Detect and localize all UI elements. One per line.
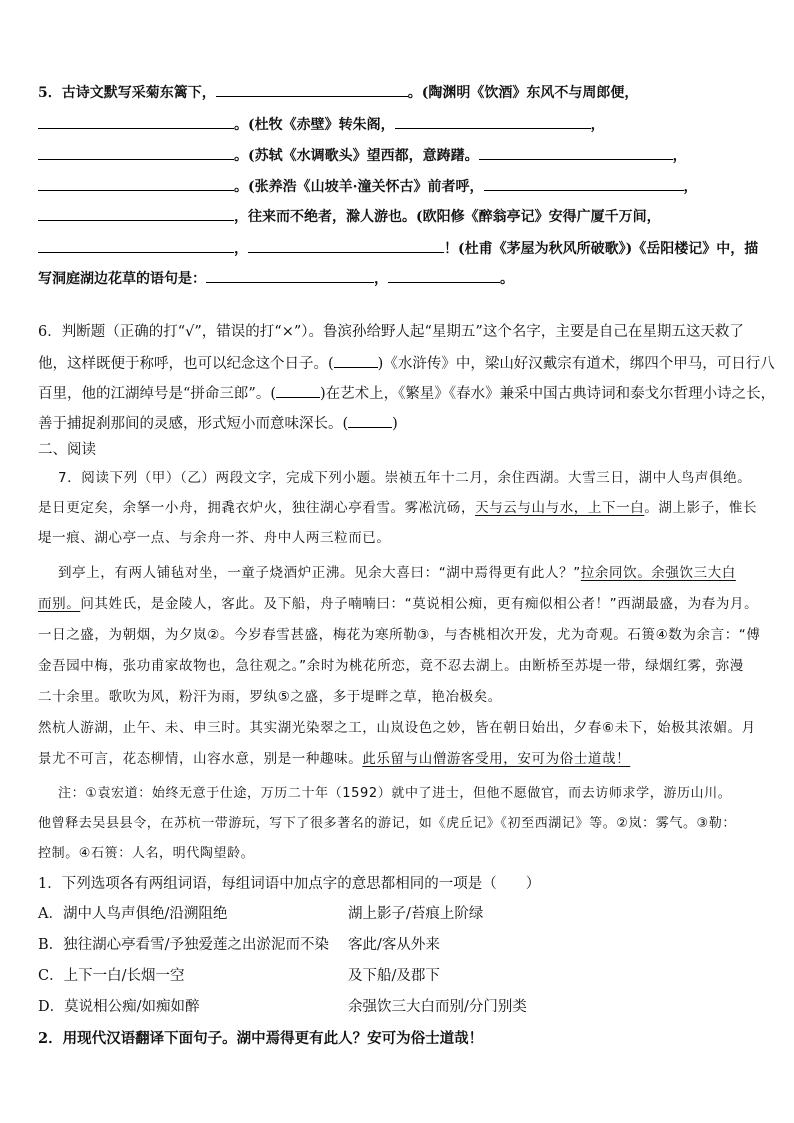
q5-line-5 xyxy=(38,206,756,227)
passage-line xyxy=(38,594,759,614)
q5-line-2 xyxy=(38,114,756,135)
passage-text: 问其姓氏，是金陵人，客此。及下船，舟子喃喃曰：“莫说相公痴，更有痴似相公者！”西湖最盛，为春为月。 xyxy=(80,596,759,612)
option-d-left: D．莫说相公痴/如痴如醉 xyxy=(38,999,200,1015)
passage-line: 7．阅读下列（甲）（乙）两段文字，完成下列小题。崇祯五年十二月，余住西湖。大雪三日，湖中人鸟声俱绝。 xyxy=(58,470,752,486)
q5-line-3 xyxy=(38,145,756,166)
q5-text: ， xyxy=(683,179,698,195)
q5-text: ！(杜甫《茅屋为秋风所破歌》)《岳阳楼记》中，描 xyxy=(444,241,759,257)
answer-blank[interactable] xyxy=(348,413,392,428)
fill-blank[interactable] xyxy=(38,176,234,191)
passage-text: 是日更定矣，余拏一小舟，拥毳衣炉火，独往湖心亭看雪。雾凇沆砀， xyxy=(38,500,476,516)
q5-text: ， xyxy=(234,241,248,257)
q5-text: 。(张养浩《山坡羊·潼关怀古》前者呼， xyxy=(234,179,484,195)
q5-text: 。(陶渊明《饮酒》东风不与周郎便， xyxy=(407,85,639,101)
q5-text: 5．古诗文默写采菊东篱下， xyxy=(38,85,216,101)
section-heading-reading: 二、阅读 xyxy=(38,442,96,458)
q6-text: )《水浒传》中，梁山好汉戴宗有道术，绑四个甲马，可日行八 xyxy=(377,356,775,372)
q5-text: 。(杜牧《赤壁》转朱阁， xyxy=(234,117,395,133)
passage-line: 一日之盛，为朝烟，为夕岚②。今岁春雪甚盛，梅花为寒所勒③，与杏桃相次开发，尤为奇观。石篑④数为余言：“傅 xyxy=(38,627,761,643)
annotation-line: 他曾释去吴县县令，在苏杭一带游玩，写下了很多著名的游记，如《虎丘记》《初至西湖记》等。②岚：雾气。③勒： xyxy=(38,816,737,831)
q6-line-4 xyxy=(38,413,756,434)
fill-blank[interactable] xyxy=(38,114,234,129)
q5-line-4 xyxy=(38,176,756,197)
option-c-left: C．上下一白/长烟一空 xyxy=(38,968,185,984)
fill-blank[interactable] xyxy=(484,176,684,191)
q6-line-1 xyxy=(38,322,756,342)
q5-text: 。 xyxy=(500,271,514,287)
option-a-right: 湖上影子/苔痕上阶绿 xyxy=(348,906,484,922)
annotation-line: 注：①袁宏道：始终无意于仕途，万历二十年（1592）就中了进士，但他不愿做官，而去访师求学，游历山川。 xyxy=(58,786,732,801)
option-b-left: B．独往湖心亭看雪/予独爱莲之出淤泥而不染 xyxy=(38,937,330,953)
q5-text: 写洞庭湖边花草的语句是： xyxy=(38,271,206,287)
fill-blank[interactable] xyxy=(216,82,408,97)
fill-blank[interactable] xyxy=(38,145,234,160)
underlined-sentence: 拉余同饮。余强饮三大白 xyxy=(580,565,736,581)
fill-blank[interactable] xyxy=(395,114,591,129)
q5-text: ，往来而不绝者，滁人游也。(欧阳修《醉翁亭记》安得广厦千万间， xyxy=(234,209,661,225)
passage-line: 金吾园中梅，张功甫家故物也，急往观之。”余时为桃花所恋，竟不忍去湖上。由断桥至苏堤一带，绿烟红雾，弥漫 xyxy=(38,658,744,674)
q5-text: ， xyxy=(672,148,687,164)
q6-line-3 xyxy=(38,383,776,404)
passage-line xyxy=(38,498,756,518)
option-b-right: 客此/客从外来 xyxy=(348,937,440,953)
q5-line-7 xyxy=(38,268,756,289)
q6-text: ) xyxy=(392,416,398,432)
option-a-left: A．湖中人鸟声俱绝/沿溯阻绝 xyxy=(38,906,228,922)
q5-text: ， xyxy=(374,271,388,287)
fill-blank[interactable] xyxy=(388,268,500,283)
q5-line-1 xyxy=(38,82,756,103)
q5-text: ， xyxy=(590,117,605,133)
annotation-line: 控制。④石篑：人名，明代陶望龄。 xyxy=(38,846,255,861)
fill-blank[interactable] xyxy=(38,238,234,253)
answer-blank[interactable] xyxy=(334,353,378,368)
fill-blank[interactable] xyxy=(479,145,673,160)
passage-line: 然杭人游湖，止午、未、申三时。其实湖光染翠之工，山岚设色之妙，皆在朝日始出，夕春⑥未下，始极其浓媚。月 xyxy=(38,720,756,736)
answer-blank[interactable] xyxy=(276,383,320,398)
underlined-sentence: 天与云与山与水，上下一白 xyxy=(475,500,645,516)
passage-line: 堤一痕、湖心亭一点、与余舟一芥、舟中人两三粒而已。 xyxy=(38,530,391,546)
q6-text: 他，这样既便于称呼，也可以纪念这个日子。( xyxy=(38,356,334,372)
passage-text: 。湖上影子，惟长 xyxy=(644,500,758,516)
option-c-right: 及下船/及郡下 xyxy=(348,968,440,984)
fill-blank[interactable] xyxy=(206,268,374,283)
question-1-stem: 1．下列选项各有两组词语，每组词语中加点字的意思都相同的一项是（ ） xyxy=(38,876,541,892)
underlined-sentence: 此乐留与山僧游客受用，安可为俗士道哉！ xyxy=(362,751,631,767)
q6-text: 善于捕捉刹那间的灵感，形式短小而意味深长。( xyxy=(38,416,349,432)
passage-line xyxy=(38,749,756,769)
q6-text: )在艺术上，《繁星》《春水》兼采中国古典诗词和泰戈尔哲理小诗之长， xyxy=(319,386,776,402)
option-d-right: 余强饮三大白而别/分门别类 xyxy=(348,999,527,1015)
q6-text: 百里，他的江湖绰号是“拼命三郎”。( xyxy=(38,386,276,402)
fill-blank[interactable] xyxy=(248,238,444,253)
q5-line-6 xyxy=(38,238,759,259)
q6-text: 6．判断题（正确的打“√”，错误的打“×”）。鲁滨孙给野人起“星期五”这个名字，主要是自己在星期五这天救了 xyxy=(38,324,744,340)
passage-text: 景尤不可言，花态柳情，山容水意，别是一种趣味。 xyxy=(38,751,363,767)
question-2: 2．用现代汉语翻译下面句子。湖中焉得更有此人？安可为俗士道哉！ xyxy=(38,1030,484,1047)
fill-blank[interactable] xyxy=(38,206,234,221)
passage-text: 到亭上，有两人铺毡对坐，一童子烧酒炉正沸。见余大喜曰：“湖中焉得更有此人？” xyxy=(58,565,581,581)
q5-text: 。(苏轼《水调歌头》望西都，意踌躇。 xyxy=(234,148,479,164)
underlined-sentence: 而别。 xyxy=(38,596,81,612)
q6-line-2 xyxy=(38,353,775,374)
passage-line: 二十余里。歌吹为风，粉汗为雨，罗纨⑤之盛，多于堤畔之草，艳冶极矣。 xyxy=(38,689,502,705)
passage-line xyxy=(58,563,756,583)
